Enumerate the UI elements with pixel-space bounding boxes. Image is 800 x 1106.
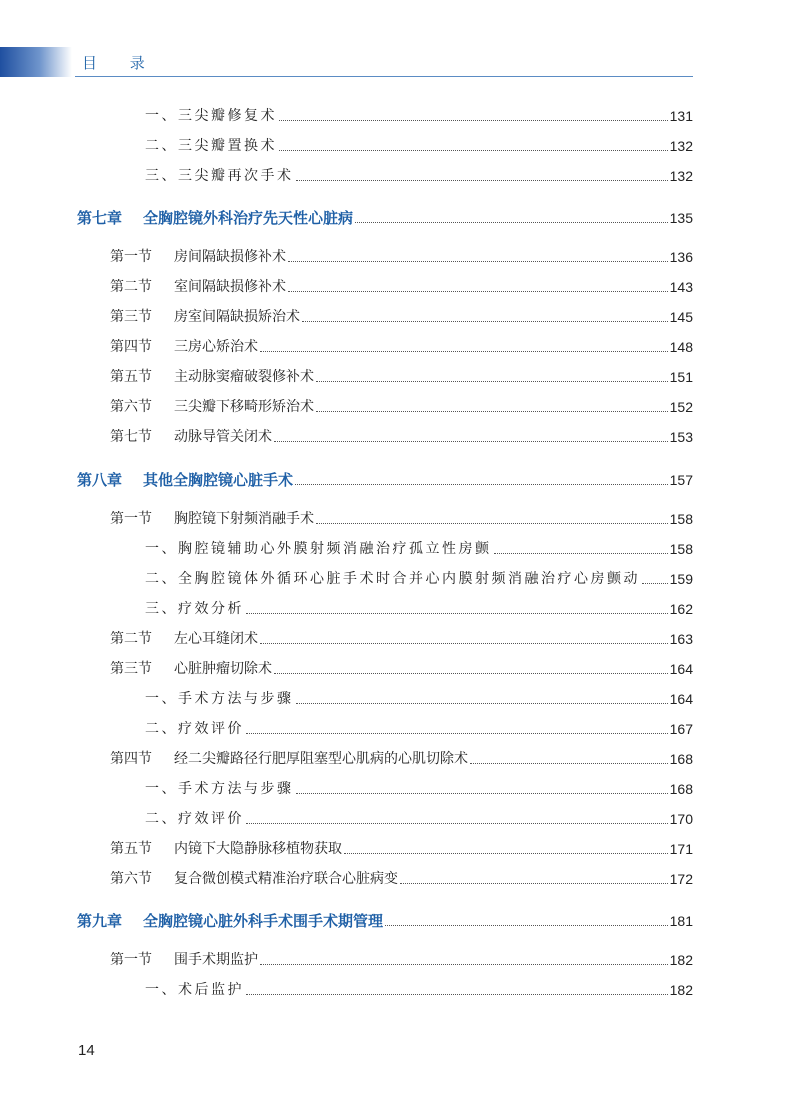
toc-entry-title: 二、全胸腔镜体外循环心脏手术时合并心内膜射频消融治疗心房颤动 — [145, 571, 640, 587]
toc-section-entry[interactable] — [110, 866, 693, 888]
section-number: 第二节 — [110, 631, 152, 647]
toc-section-entry[interactable] — [110, 304, 693, 326]
dot-leader — [316, 381, 668, 382]
toc-entry-title: 一、胸腔镜辅助心外膜射频消融治疗孤立性房颤 — [145, 541, 492, 557]
toc-entry-title: 内镜下大隐静脉移植物获取 — [174, 841, 342, 857]
dot-leader — [344, 853, 668, 854]
toc-page-number: 181 — [669, 913, 693, 929]
section-number: 第六节 — [110, 399, 152, 415]
dot-leader — [296, 180, 668, 181]
toc-entry-label — [110, 660, 272, 678]
toc-subsection-entry[interactable] — [145, 163, 693, 185]
section-number: 第二节 — [110, 279, 152, 295]
dot-leader — [296, 703, 668, 704]
toc-page-number: 148 — [669, 339, 693, 355]
toc-section-entry[interactable] — [110, 947, 693, 969]
toc-section-entry[interactable] — [110, 746, 693, 768]
toc-entry-title: 一、术后监护 — [145, 982, 244, 998]
toc-page-number: 172 — [669, 871, 693, 887]
toc-entry-title: 二、疗效评价 — [145, 721, 244, 737]
toc-entry-title: 经二尖瓣路径行肥厚阻塞型心肌病的心肌切除术 — [174, 751, 468, 767]
dot-leader — [279, 120, 668, 121]
toc-entry-title: 二、疗效评价 — [145, 811, 244, 827]
toc-page-number: 158 — [669, 511, 693, 527]
section-number: 第七节 — [110, 429, 152, 445]
toc-entry-title: 房间隔缺损修补术 — [174, 249, 286, 265]
header-divider — [75, 76, 693, 77]
toc-page-number: 159 — [669, 571, 693, 587]
section-number: 第五节 — [110, 841, 152, 857]
toc-subsection-entry[interactable] — [145, 716, 693, 738]
toc-entry-title: 围手术期监护 — [174, 952, 258, 968]
dot-leader — [246, 994, 668, 995]
toc-subsection-entry[interactable] — [145, 536, 693, 558]
toc-subsection-entry[interactable] — [145, 806, 693, 828]
toc-entry-label — [110, 840, 342, 858]
toc-entry-label — [110, 368, 314, 386]
dot-leader — [295, 484, 668, 485]
section-number: 第三节 — [110, 661, 152, 677]
toc-entry-label — [110, 398, 314, 416]
toc-entry-label — [77, 471, 293, 489]
toc-page-number: 167 — [669, 721, 693, 737]
toc-entry-title: 全胸腔镜心脏外科手术围手术期管理 — [143, 912, 384, 930]
toc-page-number: 145 — [669, 309, 693, 325]
dot-leader — [274, 673, 668, 674]
toc-page-number: 182 — [669, 952, 693, 968]
dot-leader — [246, 613, 668, 614]
toc-section-entry[interactable] — [110, 836, 693, 858]
toc-entry-label — [145, 167, 294, 185]
dot-leader — [288, 261, 668, 262]
toc-entry-title: 左心耳缝闭术 — [174, 631, 258, 647]
toc-page-number: 163 — [669, 631, 693, 647]
chapter-number: 第七章 — [77, 209, 123, 227]
toc-subsection-entry[interactable] — [145, 596, 693, 618]
toc-entry-title: 室间隔缺损修补术 — [174, 279, 286, 295]
dot-leader — [316, 411, 668, 412]
toc-entry-label — [145, 107, 277, 125]
toc-entry-title: 三尖瓣下移畸形矫治术 — [174, 399, 314, 415]
dot-leader — [260, 351, 668, 352]
dot-leader — [302, 321, 668, 322]
toc-subsection-entry[interactable] — [145, 103, 693, 125]
dot-leader — [296, 793, 668, 794]
toc-entry-label — [145, 981, 244, 999]
toc-section-entry[interactable] — [110, 424, 693, 446]
chapter-number: 第八章 — [77, 471, 123, 489]
toc-section-entry[interactable] — [110, 656, 693, 678]
dot-leader — [260, 964, 668, 965]
toc-section-entry[interactable] — [110, 364, 693, 386]
toc-entry-title: 心脏肿瘤切除术 — [174, 661, 272, 677]
toc-section-entry[interactable] — [110, 334, 693, 356]
toc-entry-label — [145, 810, 244, 828]
toc-entry-title: 复合微创模式精准治疗联合心脏病变 — [174, 871, 398, 887]
toc-page-number: 136 — [669, 249, 693, 265]
toc-entry-label — [145, 600, 244, 618]
dot-leader — [316, 523, 668, 524]
toc-section-entry[interactable] — [110, 394, 693, 416]
section-number: 第一节 — [110, 952, 152, 968]
toc-page-number: 158 — [669, 541, 693, 557]
toc-entry-title: 全胸腔镜外科治疗先天性心脏病 — [143, 209, 354, 227]
dot-leader — [279, 150, 668, 151]
toc-entry-label — [110, 630, 258, 648]
toc-page-number: 171 — [669, 841, 693, 857]
toc-page-number: 152 — [669, 399, 693, 415]
dot-leader — [400, 883, 668, 884]
toc-page-number: 132 — [669, 168, 693, 184]
toc-entry-label — [145, 720, 244, 738]
section-number: 第三节 — [110, 309, 152, 325]
toc-entry-label — [110, 510, 314, 528]
toc-entry-title: 其他全胸腔镜心脏手术 — [143, 471, 294, 489]
dot-leader — [246, 733, 668, 734]
page-number: 14 — [78, 1042, 95, 1059]
page-header-title: 目 录 — [82, 54, 159, 72]
section-number: 第四节 — [110, 751, 152, 767]
toc-page-number: 182 — [669, 982, 693, 998]
toc-section-entry[interactable] — [110, 506, 693, 528]
toc-subsection-entry[interactable] — [145, 133, 693, 155]
dot-leader — [288, 291, 668, 292]
toc-entry-label — [145, 570, 640, 588]
dot-leader — [642, 583, 668, 584]
section-number: 第六节 — [110, 871, 152, 887]
toc-entry-title: 三房心矫治术 — [174, 339, 258, 355]
toc-entry-title: 一、手术方法与步骤 — [145, 691, 294, 707]
toc-page-number: 153 — [669, 429, 693, 445]
header-accent-bar — [0, 47, 72, 77]
toc-page-number: 168 — [669, 781, 693, 797]
toc-page-number: 143 — [669, 279, 693, 295]
dot-leader — [260, 643, 668, 644]
toc-entry-label — [110, 428, 272, 446]
toc-page-number: 131 — [669, 108, 693, 124]
toc-entry-label — [77, 912, 383, 930]
toc-entry-label — [110, 278, 286, 296]
toc-entry-label — [110, 951, 258, 969]
toc-section-entry[interactable] — [110, 274, 693, 296]
dot-leader — [470, 763, 668, 764]
toc-chapter-entry[interactable] — [77, 467, 693, 489]
dot-leader — [246, 823, 668, 824]
dot-leader — [355, 222, 668, 223]
toc-entry-title: 二、三尖瓣置换术 — [145, 138, 277, 154]
section-number: 第一节 — [110, 249, 152, 265]
dot-leader — [385, 925, 668, 926]
toc-page-number: 170 — [669, 811, 693, 827]
dot-leader — [274, 441, 668, 442]
toc-entry-title: 房室间隔缺损矫治术 — [174, 309, 300, 325]
toc-page-number: 164 — [669, 661, 693, 677]
toc-subsection-entry[interactable] — [145, 776, 693, 798]
toc-entry-label — [110, 248, 286, 266]
section-number: 第一节 — [110, 511, 152, 527]
toc-page-number: 164 — [669, 691, 693, 707]
toc-entry-label — [145, 780, 294, 798]
toc-entry-label — [145, 137, 277, 155]
toc-section-entry[interactable] — [110, 244, 693, 266]
toc-entry-label — [110, 750, 468, 768]
toc-chapter-entry[interactable] — [77, 205, 693, 227]
toc-section-entry[interactable] — [110, 626, 693, 648]
chapter-number: 第九章 — [77, 912, 123, 930]
toc-entry-label — [145, 690, 294, 708]
toc-entry-label — [110, 870, 398, 888]
section-number: 第五节 — [110, 369, 152, 385]
toc-entry-title: 胸腔镜下射频消融手术 — [174, 511, 314, 527]
toc-page-number: 157 — [669, 472, 693, 488]
toc-page-number: 151 — [669, 369, 693, 385]
toc-entry-title: 三、三尖瓣再次手术 — [145, 168, 294, 184]
toc-entry-label — [77, 209, 353, 227]
toc-entry-label — [110, 308, 300, 326]
toc-chapter-entry[interactable] — [77, 908, 693, 930]
toc-entry-title: 一、三尖瓣修复术 — [145, 108, 277, 124]
toc-entry-title: 主动脉窦瘤破裂修补术 — [174, 369, 314, 385]
toc-page-number: 168 — [669, 751, 693, 767]
toc-page-number: 135 — [669, 210, 693, 226]
toc-subsection-entry[interactable] — [145, 686, 693, 708]
toc-page-number: 132 — [669, 138, 693, 154]
section-number: 第四节 — [110, 339, 152, 355]
dot-leader — [494, 553, 668, 554]
toc-subsection-entry[interactable] — [145, 977, 693, 999]
toc-entry-label — [145, 540, 492, 558]
toc-entry-title: 三、疗效分析 — [145, 601, 244, 617]
toc-page-number: 162 — [669, 601, 693, 617]
toc-subsection-entry[interactable] — [145, 566, 693, 588]
toc-entry-title: 动脉导管关闭术 — [174, 429, 272, 445]
toc-entry-label — [110, 338, 258, 356]
toc-entry-title: 一、手术方法与步骤 — [145, 781, 294, 797]
